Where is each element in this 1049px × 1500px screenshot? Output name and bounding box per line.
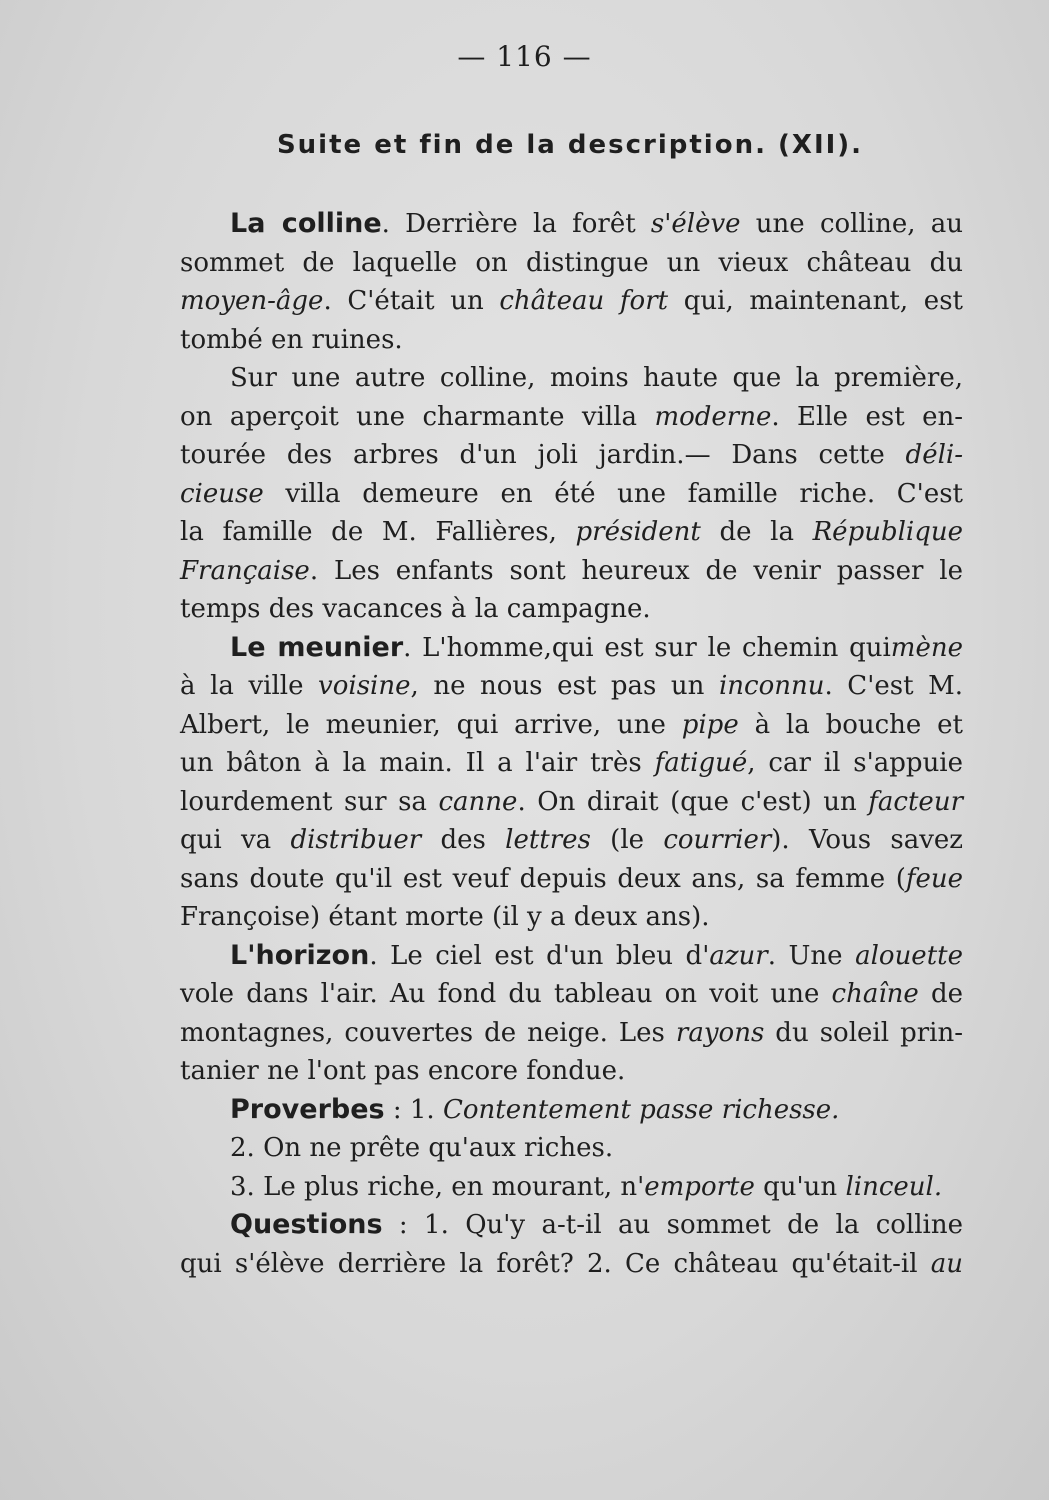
text-line: Françoise) étant morte (il y a deux ans). bbox=[180, 902, 710, 932]
text-line: 3. Le plus riche, en mourant, n'emporte qu'un linceul. bbox=[230, 1171, 943, 1202]
text-line: tombé en ruines. bbox=[180, 324, 403, 355]
text-line: tanier ne l'ont pas encore fondue. bbox=[180, 1056, 626, 1086]
text-line: L'horizon. Le ciel est d'un bleu d'azur. Une alouette bbox=[230, 939, 963, 971]
text-line: à la ville voisine, ne nous est pas un inconnu. C'est M. bbox=[180, 671, 963, 701]
body-text bbox=[180, 205, 963, 1283]
text-line: cieuse villa demeure en été une famille riche. C'est bbox=[180, 478, 963, 509]
text-line: montagnes, couvertes de neige. Les rayons du soleil prin- bbox=[180, 1017, 963, 1048]
text-line: temps des vacances à la campagne. bbox=[180, 594, 651, 624]
text-line: Proverbes : 1. Contentement passe richesse. bbox=[230, 1093, 840, 1125]
text-line: Questions : 1. Qu'y a-t-il au sommet de la colline bbox=[230, 1209, 963, 1240]
text-line: lourdement sur sa canne. On dirait (que c'est) un facteur bbox=[180, 786, 963, 817]
page-number: — 116 — bbox=[457, 40, 592, 73]
text-line: 2. On ne prête qu'aux riches. bbox=[230, 1133, 614, 1163]
text-line: Albert, le meunier, qui arrive, une pipe à la bouche et bbox=[180, 709, 963, 740]
text-line: qui s'élève derrière la forêt? 2. Ce château qu'était-il au bbox=[180, 1248, 963, 1279]
text-line: vole dans l'air. Au fond du tableau on voit une chaîne de bbox=[180, 979, 963, 1009]
text-line: tourée des arbres d'un joli jardin.— Dans cette déli- bbox=[180, 440, 963, 470]
text-line: un bâton à la main. Il a l'air très fatigué, car il s'appuie bbox=[180, 748, 964, 778]
text-line: sommet de laquelle on distingue un vieux château du bbox=[180, 247, 963, 278]
text-line: moyen-âge. C'était un château fort qui, maintenant, est bbox=[180, 286, 963, 316]
text-line: qui va distribuer des lettres (le courrier). Vous savez bbox=[180, 825, 963, 855]
text-line: Sur une autre colline, moins haute que la première, bbox=[230, 363, 963, 393]
text-line: La colline. Derrière la forêt s'élève une colline, au bbox=[230, 208, 963, 239]
text-line: on aperçoit une charmante villa moderne. Elle est en- bbox=[180, 401, 963, 432]
text-line: la famille de M. Fallières, président de la République bbox=[180, 517, 964, 547]
text-line: Le meunier. L'homme,qui est sur le chemin quimène bbox=[230, 631, 963, 663]
text-line: Française. Les enfants sont heureux de venir passer le bbox=[180, 555, 963, 586]
text-line: sans doute qu'il est veuf depuis deux ans, sa femme (feue bbox=[180, 863, 963, 894]
section-title: Suite et fin de la description. (XII). bbox=[276, 130, 864, 160]
